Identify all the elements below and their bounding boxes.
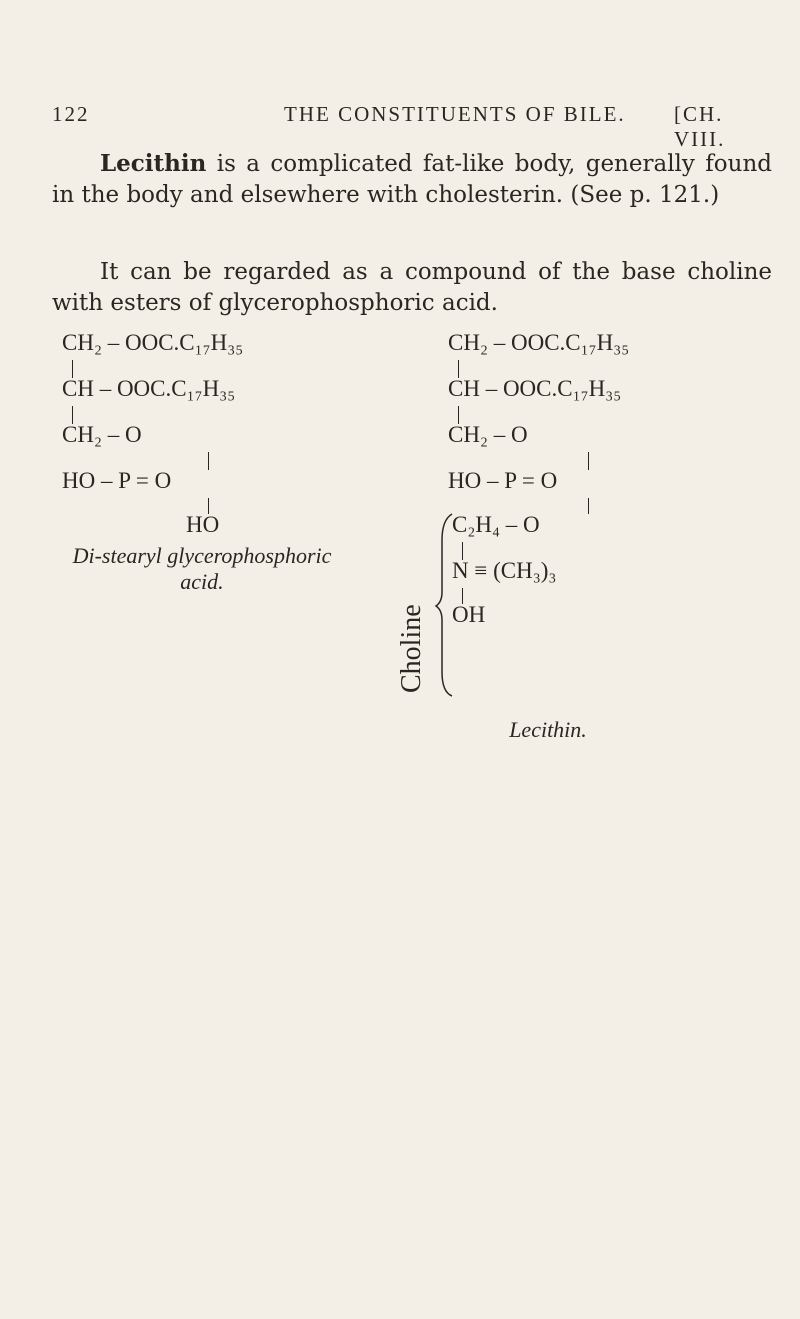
formula-line: CH – OOC.C₁₇H₃₅ — [448, 376, 622, 401]
formula-line: C₂H₄ – O — [452, 512, 540, 537]
running-title: THE CONSTITUENTS OF BILE. — [284, 102, 626, 126]
running-header — [52, 102, 772, 151]
term-lecithin: Lecithin — [100, 150, 207, 177]
paragraph-1-text: is a complicated fat-like body, generally found in the body and elsewhere with cholesterin. (See p. 121.) — [52, 151, 772, 208]
paragraph-2-text: It can be regarded as a compound of the base choline with esters of glycerophosphoric acid. — [52, 259, 772, 316]
formula-line: OH — [452, 602, 486, 627]
lecithin-caption: Lecithin. — [509, 717, 587, 742]
bond-line — [208, 452, 209, 470]
formula-line: HO – P = O — [448, 468, 558, 493]
formula-line: HO — [186, 512, 220, 537]
choline-brace — [434, 510, 456, 700]
formula-line: CH₂ – O — [62, 422, 142, 447]
formula-line: HO – P = O — [62, 468, 172, 493]
caption-line: acid. — [180, 569, 224, 594]
choline-label: Choline — [396, 604, 427, 693]
formula-line: CH₂ – OOC.C₁₇H₃₅ — [62, 330, 244, 355]
chapter-marker: [CH. VIII. — [674, 102, 726, 151]
formula-line: CH – OOC.C₁₇H₃₅ — [62, 376, 236, 401]
formula-line: CH₂ – OOC.C₁₇H₃₅ — [448, 330, 630, 355]
formula-line: N ≡ (CH₃)₃ — [452, 558, 557, 583]
bond-line — [588, 452, 589, 470]
paragraph-lecithin-intro — [52, 148, 772, 211]
paragraph-choline-compound — [52, 257, 772, 319]
left-formula-caption — [52, 543, 352, 595]
formula-lecithin — [448, 330, 778, 710]
formula-line: CH₂ – O — [448, 422, 528, 447]
page-number: 122 — [52, 102, 90, 126]
caption-line: Di-stearyl glycerophosphoric — [72, 543, 332, 568]
bond-line — [588, 498, 589, 514]
